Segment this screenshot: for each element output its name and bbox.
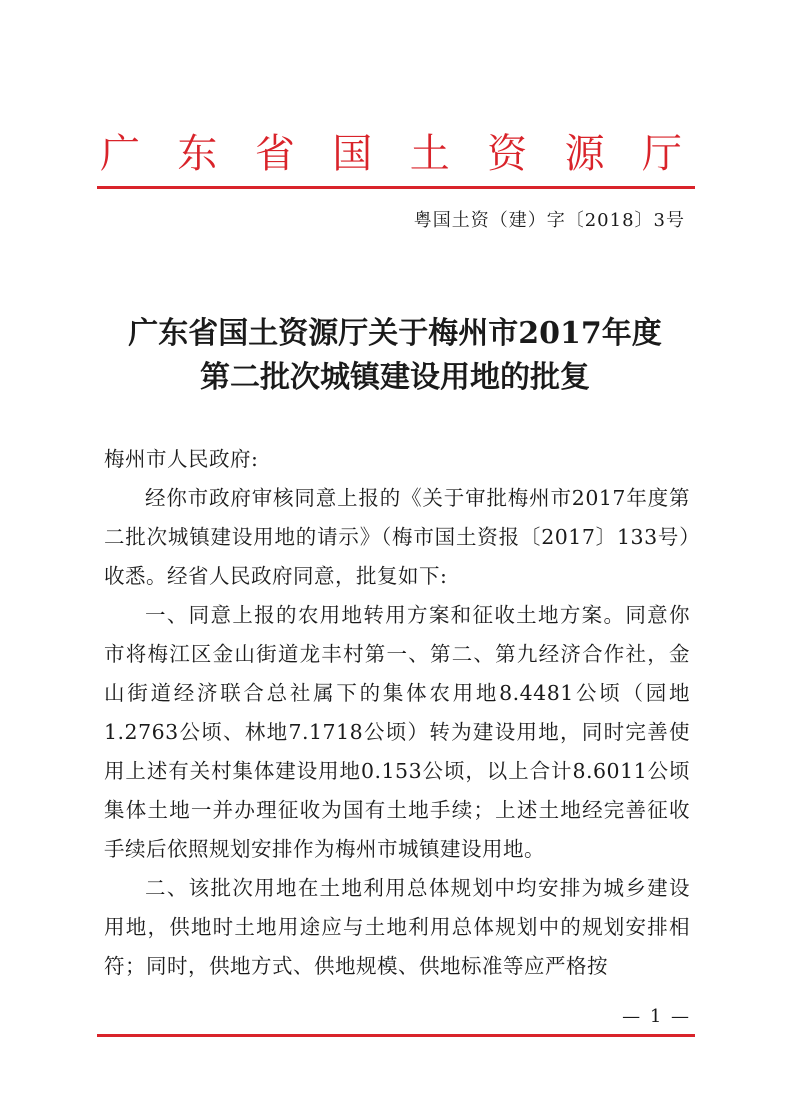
page-number: — 1 — bbox=[622, 1006, 691, 1027]
document-number: 粤国土资（建）字〔2018〕3号 bbox=[413, 210, 685, 231]
title-line-2: 第二批次城镇建设用地的批复 bbox=[200, 360, 590, 395]
title-line-1: 广东省国土资源厅关于梅州市2017年度 bbox=[128, 316, 662, 351]
footer-red-rule bbox=[97, 1034, 695, 1037]
issuer-masthead: 广东省国土资源厅 bbox=[100, 131, 690, 177]
document-body bbox=[104, 440, 690, 986]
header-red-rule bbox=[97, 186, 695, 189]
document-title bbox=[100, 312, 690, 400]
paragraph-1: 经你市政府审核同意上报的《关于审批梅州市2017年度第二批次城镇建设用地的请示》（梅市国土资报〔2017〕133号）收悉。经省人民政府同意，批复如下: bbox=[104, 486, 690, 588]
paragraph-2: 一、同意上报的农用地转用方案和征收土地方案。同意你市将梅江区金山街道龙丰村第一、第二、第九经济合作社，金山街道经济联合总社属下的集体农用地8.4481公顷（园地1.2763公顷、林地7.1718公顷）转为建设用地，同时完善使用上述有关村集体建设用地0.153公顷，以上合计8.6011公顷集体土地一并办理征收为国有土地手续；上述土地经完善征收手续后依照规划安排作为梅州市城镇建设用地。 bbox=[104, 603, 690, 861]
salutation: 梅州市人民政府: bbox=[104, 447, 259, 471]
paragraph-3: 二、该批次用地在土地利用总体规划中均安排为城乡建设用地，供地时土地用途应与土地利用总体规划中的规划安排相符；同时，供地方式、供地规模、供地标准等应严格按 bbox=[104, 876, 690, 978]
